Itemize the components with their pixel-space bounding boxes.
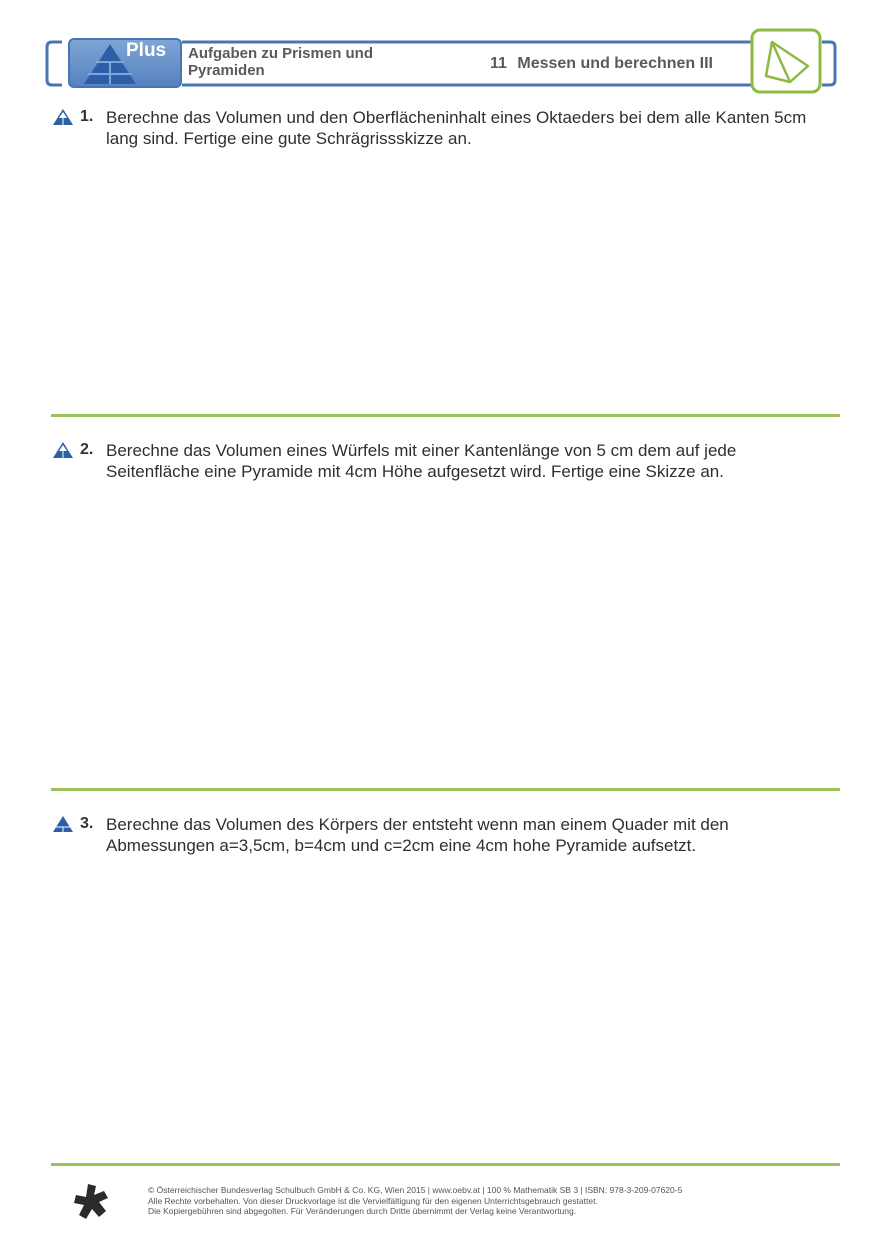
worksheet-header	[0, 0, 890, 105]
task-text: Berechne das Volumen eines Würfels mit einer Kantenlänge von 5 cm dem auf jede Seitenfläche eine Pyramide mit 4cm Höhe aufgesetzt wird. Fertige eine Skizze an.	[106, 441, 737, 481]
task-text: Berechne das Volumen des Körpers der entsteht wenn man einem Quader mit den Abmessungen a=3,5cm, b=4cm und c=2cm eine 4cm hohe Pyramide aufsetzt.	[106, 815, 729, 855]
task-number: 1.	[80, 108, 94, 125]
chapter-heading	[490, 55, 713, 73]
publisher-logo-icon	[72, 1182, 112, 1222]
copyright-notice	[148, 1185, 828, 1217]
plus-badge-label: Plus	[126, 40, 167, 61]
pyramid-sketch-icon	[760, 36, 814, 88]
task-number: 3.	[80, 815, 94, 832]
task-text: Berechne das Volumen und den Oberflächeninhalt eines Oktaeders bei dem alle Kanten 5cm lang sind. Fertige eine gute Schrägrissskizze an.	[106, 108, 807, 148]
task-number: 2.	[80, 441, 94, 458]
difficulty-pyramid-icon	[52, 441, 74, 459]
fees-line: Die Kopiergebühren sind abgegolten. Für Veränderungen durch Dritte übernimmt der Verlag keine Verantwortung.	[148, 1206, 577, 1216]
difficulty-pyramid-icon	[52, 108, 74, 126]
section-divider	[51, 788, 840, 791]
worksheet-topic: Aufgaben zu Prismen und Pyramiden	[188, 45, 374, 79]
copyright-line: © Österreichischer Bundesverlag Schulbuch GmbH & Co. KG, Wien 2015 | www.oebv.at | 100 % Mathematik SB 3 | ISBN: 978-3-209-07620-5	[148, 1185, 683, 1195]
footer-divider	[51, 1163, 840, 1166]
rights-line: Alle Rechte vorbehalten. Von dieser Druckvorlage ist die Vervielfältigung für den eigenen Unterrichtsgebrauch gestattet.	[148, 1195, 598, 1206]
chapter-number: 11	[490, 55, 507, 72]
chapter-title: Messen und berechnen III	[517, 55, 713, 72]
difficulty-pyramid-icon	[52, 815, 74, 833]
section-divider	[51, 414, 840, 417]
